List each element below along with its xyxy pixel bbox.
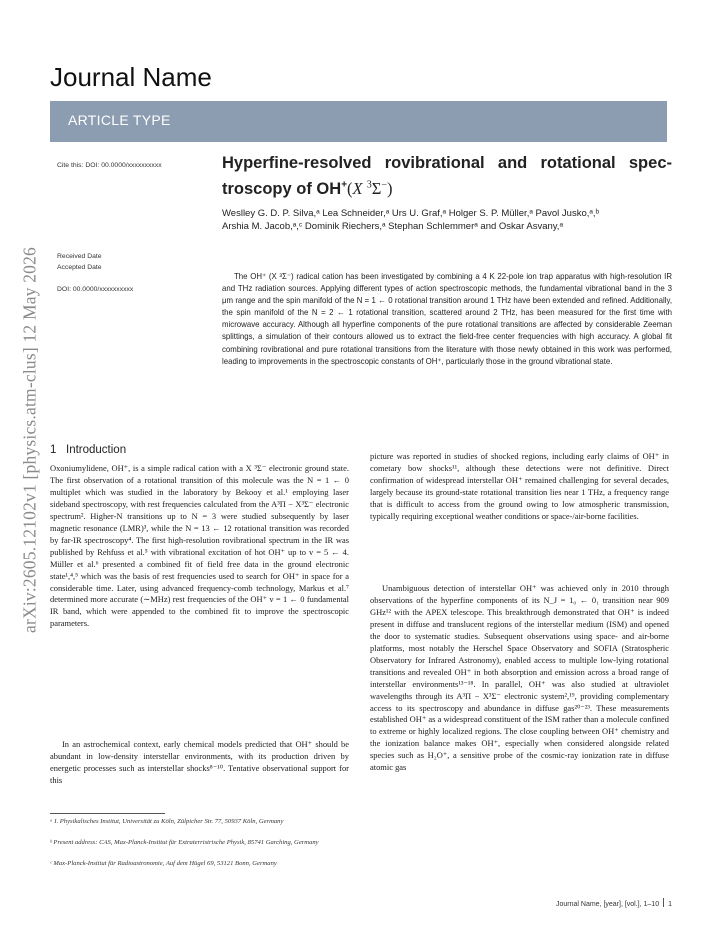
section-title: Introduction xyxy=(66,444,127,456)
footnote-b: ᵇ Present address: CAS, Max-Planck-Institut für Extraterristrische Physik, 85741 Garching, Germany xyxy=(50,839,319,846)
arxiv-stamp: arXiv:2605.12102v1 [physics.atm-clus] 12 May 2026 xyxy=(19,247,40,633)
footer-citation: Journal Name, [year], [vol.], 1–10 xyxy=(555,901,660,908)
authors-line-2: Arshia M. Jacob,ᵃ,ᶜ Dominik Riechers,ᵃ Stephan Schlemmerᵃ and Oskar Asvany,ᵃ xyxy=(222,221,563,232)
footnote-c: ᶜ Max-Planck-Institut für Radioastronomie, Auf dem Hügel 69, 53121 Bonn, Germany xyxy=(50,860,277,867)
title-line-2: troscopy of OH+(X $^3$Σ−) xyxy=(222,178,393,198)
journal-name: Journal Name xyxy=(50,62,212,92)
title-line-1: Hyperfine-resolved rovibrational and rotational spec- xyxy=(222,154,672,172)
doi: DOI: 00.0000/xxxxxxxxxx xyxy=(57,286,134,293)
abstract: The OH⁺ (X ³Σ⁻) radical cation has been investigated by combining a 4 K 22-pole ion trap apparatus with high-resolution IR and THz radiation sources. Applying different types of action spectroscopic methods, the fundamental vibrational band in the 3 μm range and the spin manifold of the N = 1 ← 0 rotational transition around 1 THz have been extended and refined. Additionally, the spin manifold of the N = 2 ← 1 rotational transition, scattered around 2 THz, has been measured for the first time with microwave accuracy. Although all hyperfine components of the pure rotational transitions are affected by considerable Zeeman splittings, a simulation of their contours allowed us to extract the field-free center frequencies with high accuracy. A global fit combining rovibrational and pure rotational transitions from the literature with those newly obtained in this work was performed, leading to improvements in the spectroscopic constants of OH⁺, particularly those in the ground vibrational state. xyxy=(222,272,672,366)
article-type-banner xyxy=(50,101,667,142)
intro-paragraph-3: picture was reported in studies of shocked regions, including early claims of OH⁺ in cometary bow shocks¹¹, although these detections were not definitive. Direct confirmation of widespread interstellar OH⁺ remained challenging for several decades, largely because its ground-state rotational transition lies near 1 THz, a frequency range that is difficult to access from the ground owing to low atmospheric transmission, typically requiring exceptional weather conditions or space-/air-borne facilities. xyxy=(370,451,669,521)
paper-title xyxy=(222,152,672,200)
accepted-date: Accepted Date xyxy=(57,264,102,271)
footnote-a: ᵃ I. Physikalisches Institut, Universität zu Köln, Zülpicher Str. 77, 50937 Köln, Germany xyxy=(50,818,284,825)
footer-separator xyxy=(663,898,664,907)
intro-paragraph-2: In an astrochemical context, early chemical models predicted that OH⁺ should be abundant in low-density interstellar environments, with its production driven by energetic processes such as interstellar shocks⁸⁻¹⁰. Tentative observational support for this xyxy=(50,739,349,785)
footnote-rule xyxy=(50,813,165,814)
section-heading-introduction xyxy=(50,444,126,456)
article-type-label: ARTICLE TYPE xyxy=(68,112,171,128)
intro-paragraph-4: Unambiguous detection of interstellar OH⁺ was achieved only in 2010 through observations of the hyperfine components of its N_J = 1₀ ← 0₁ transition near 909 GHz¹² with the APEX telescope. This breakthrough demonstrated that OH⁺ is indeed present in diffuse and translucent regions of the interstellar medium (ISM) and opened the door to systematic studies. Subsequent observations using space- and air-borne platforms, most notably the Herschel Space Observatory and SOFIA (Stratospheric Observatory for Infrared Astronomy), enabled access to multiple low-lying rotational transitions and revealed OH⁺ in both absorption and emission across a broad range of interstellar environments¹³⁻¹⁸. In parallel, OH⁺ was also studied at ultraviolet wavelengths through its A³Π − X³Σ⁻ electronic system²,¹⁹, providing complementary access to its spectroscopy and abundance in diffuse gas²⁰⁻²³. These measurements established OH⁺ as a widespread constituent of the ISM rather than a molecule confined to extreme or highly localized regions. The close coupling between OH⁺ chemistry and the ionization balance makes OH⁺, especially when considered alongside related species such as H₂O⁺, a sensitive probe of the cosmic-ray ionization rate in diffuse atomic gas xyxy=(370,583,669,773)
page-number: 1 xyxy=(668,901,672,908)
intro-paragraph-1: Oxoniumylidene, OH⁺, is a simple radical cation with a X ³Σ⁻ electronic ground state. The first observation of a rotational transition of this molecule was the N = 1 ← 0 multiplet which was studied in the laboratory by Bekooy et al.¹ employing laser sideband spectroscopy, with rest frequencies calculated from the A³Π − X³Σ⁻ electronic spectrum². Higher-N transitions up to N = 3 were studied subsequently by laser magnetic resonance (LMR)³, while the N = 13 ← 12 rotational transition was recorded by far-IR spectroscopy⁴. The first high-resolution rovibrational spectrum in the IR was published by Rehfuss et al.⁵ with vibrational excitation of hot OH⁺ up to v = 5 ← 4. Müller et al.⁶ presented a combined fit of field free data in the ground electronic state¹,⁴,⁵ which was the basis of rest frequencies used to search for OH⁺ in space for a considerable time. Later, using advanced frequency-comb technology, Markus et al.⁷ determined more accurate (∼MHz) rest frequencies of the OH⁺ v = 1 ← 0 fundamental IR band, which were appended to the combined fit to improve the spectroscopic parameters. xyxy=(50,463,349,629)
cite-this: Cite this: DOI: 00.0000/xxxxxxxxxx xyxy=(57,162,162,169)
section-number: 1 xyxy=(50,444,57,456)
page-footer xyxy=(520,898,672,908)
authors-line-1: Weslley G. D. P. Silva,ᵃ Lea Schneider,ᵃ Urs U. Graf,ᵃ Holger S. P. Müller,ᵃ Pavol Jusko,ᵃ,ᵇ xyxy=(222,208,600,219)
author-list xyxy=(222,207,672,233)
received-date: Received Date xyxy=(57,253,102,260)
